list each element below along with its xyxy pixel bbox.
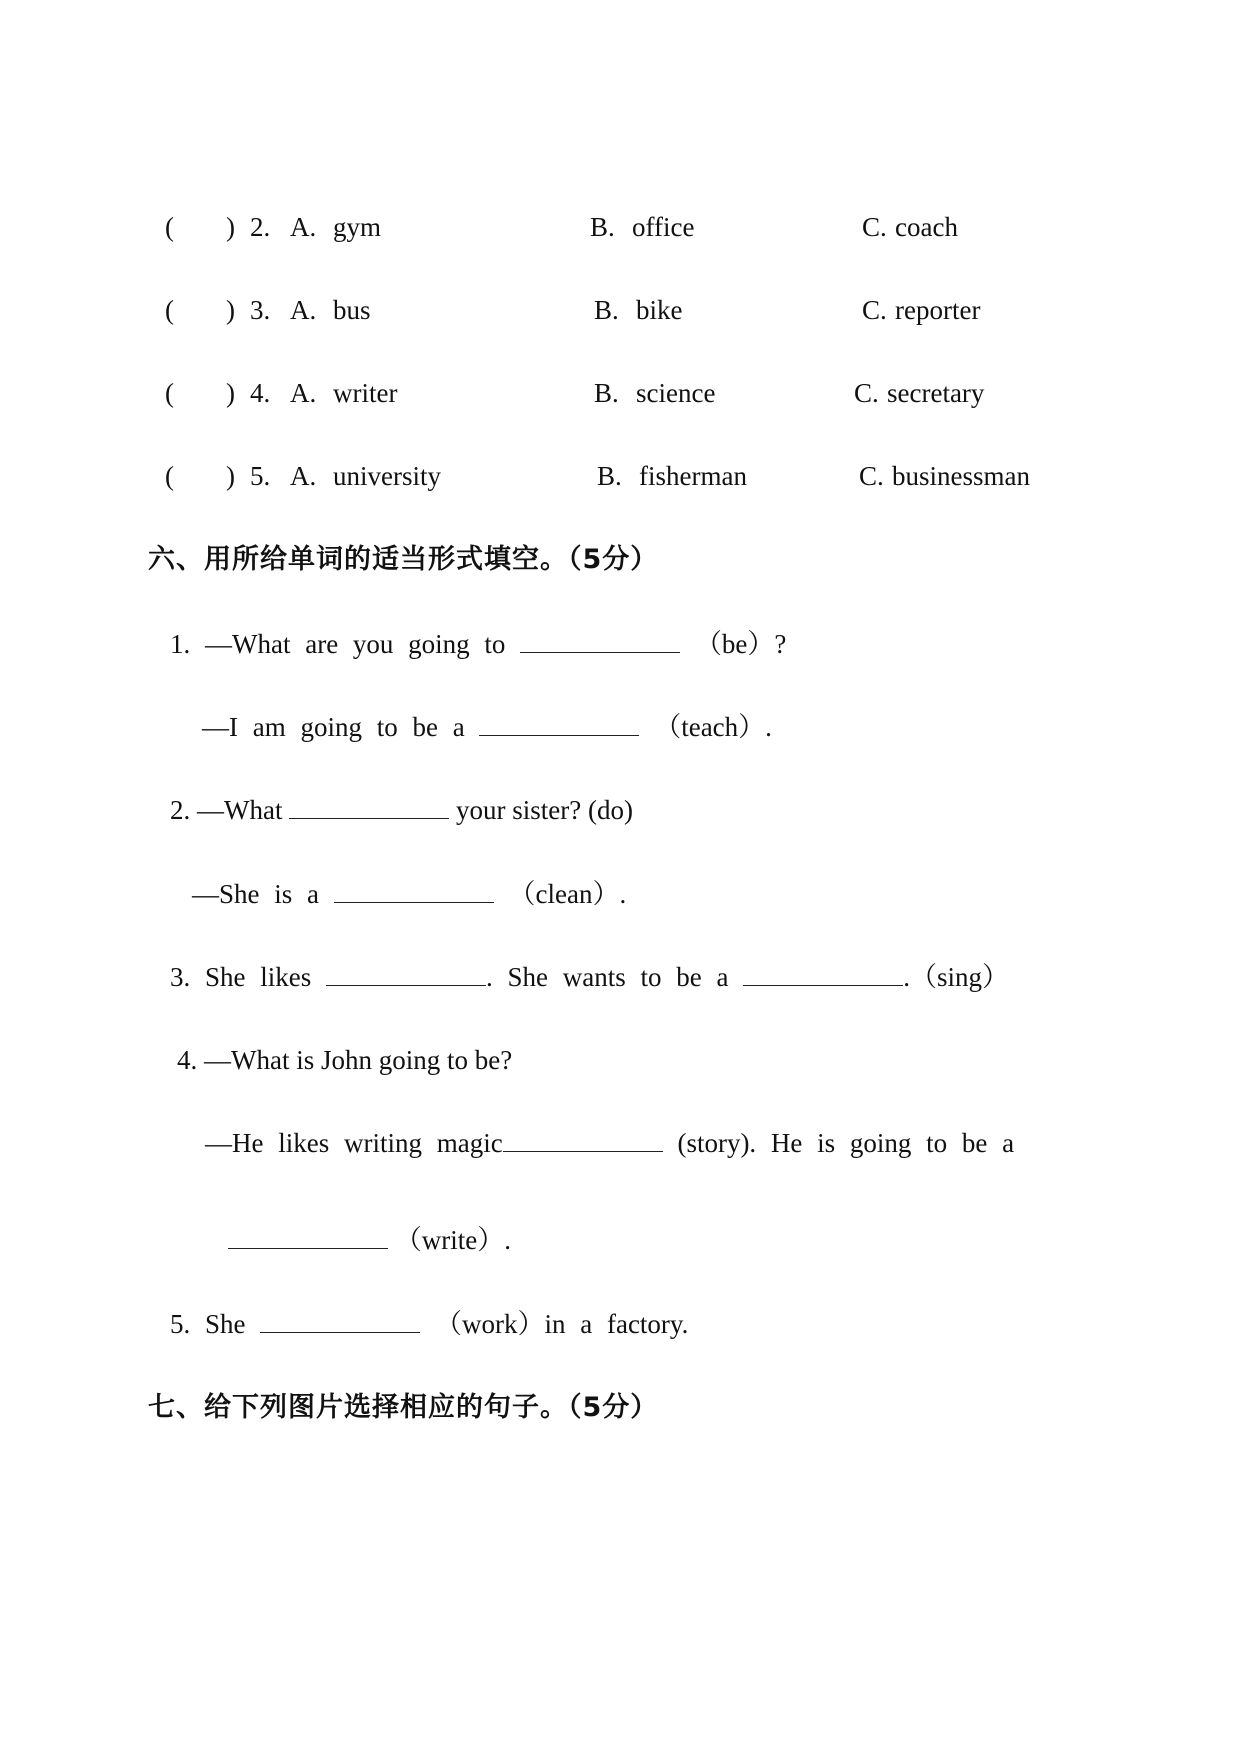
option-c: coach [895,212,958,242]
option-c-label: C. [862,212,887,242]
q3-blank-1[interactable] [326,961,486,986]
q1-blank[interactable] [520,628,680,653]
q2-text: 2. —What [170,795,283,825]
q3-hint: .（sing） [903,962,1009,992]
option-a: gym [333,212,382,242]
question-number: 2. [250,212,271,242]
option-b-label: B. [597,461,622,491]
option-a: bus [333,295,371,325]
q4b-blank[interactable] [503,1127,663,1152]
q5-text: 5. She [170,1309,246,1339]
q4-question: 4. —What is John going to be? [177,1045,513,1075]
q1b-blank[interactable] [479,711,639,736]
answer-paren-open[interactable]: ( [165,295,174,325]
option-c-label: C. [854,378,879,408]
q1-answer [202,711,772,743]
q4-answer [205,1127,1014,1159]
section-6-heading: 六、用所给单词的适当形式填空。（5分） [148,544,659,575]
answer-paren-open[interactable]: ( [165,212,174,242]
option-a: writer [333,378,398,408]
q3-mid: . She wants to be a [486,962,729,992]
answer-paren-close: ) [226,378,235,408]
q4b-hint: (story). He is going to be a [677,1128,1015,1158]
answer-paren-close: ) [226,461,235,491]
q4c-blank[interactable] [228,1224,388,1249]
question-number: 3. [250,295,271,325]
answer-paren-close: ) [226,212,235,242]
q2-hint: your sister? (do) [455,795,633,825]
option-c-label: C. [859,461,884,491]
option-c: businessman [892,461,1030,491]
q2b-text: —She is a [192,879,319,909]
answer-paren-open[interactable]: ( [165,378,174,408]
option-a-label: A. [290,378,317,408]
q4c-hint: （write）. [394,1225,511,1255]
answer-paren-close: ) [226,295,235,325]
option-b: fisherman [639,461,747,491]
option-a-label: A. [290,461,317,491]
q1-text: 1. —What are you going to [170,629,506,659]
q2b-blank[interactable] [334,878,494,903]
q1b-text: —I am going to be a [202,712,465,742]
q3 [170,961,1009,993]
q5-hint: （work）in a factory. [435,1309,689,1339]
option-a-label: A. [290,212,317,242]
q5 [170,1308,688,1340]
option-b-label: B. [590,212,615,242]
option-c-label: C. [862,295,887,325]
option-c: reporter [895,295,981,325]
q1b-hint: （teach）. [654,712,772,742]
q2-question [170,794,633,826]
q3-text: 3. She likes [170,962,312,992]
q3-blank-2[interactable] [743,961,903,986]
option-a: university [333,461,441,491]
q2-blank[interactable] [289,794,449,819]
option-b-label: B. [594,378,619,408]
q2b-hint: （clean）. [508,879,627,909]
question-number: 5. [250,461,271,491]
q5-blank[interactable] [260,1308,420,1333]
option-b: science [636,378,716,408]
option-a-label: A. [290,295,317,325]
q4-answer-cont [228,1224,511,1256]
q4b-text: —He likes writing magic [205,1128,503,1158]
q1-question [170,628,786,660]
section-7-heading: 七、给下列图片选择相应的句子。（5分） [148,1392,659,1423]
q1-hint: （be）? [694,629,787,659]
option-b: office [632,212,695,242]
option-c: secretary [887,378,985,408]
option-b-label: B. [594,295,619,325]
answer-paren-open[interactable]: ( [165,461,174,491]
question-number: 4. [250,378,271,408]
option-b: bike [636,295,683,325]
q2-answer [192,878,626,910]
